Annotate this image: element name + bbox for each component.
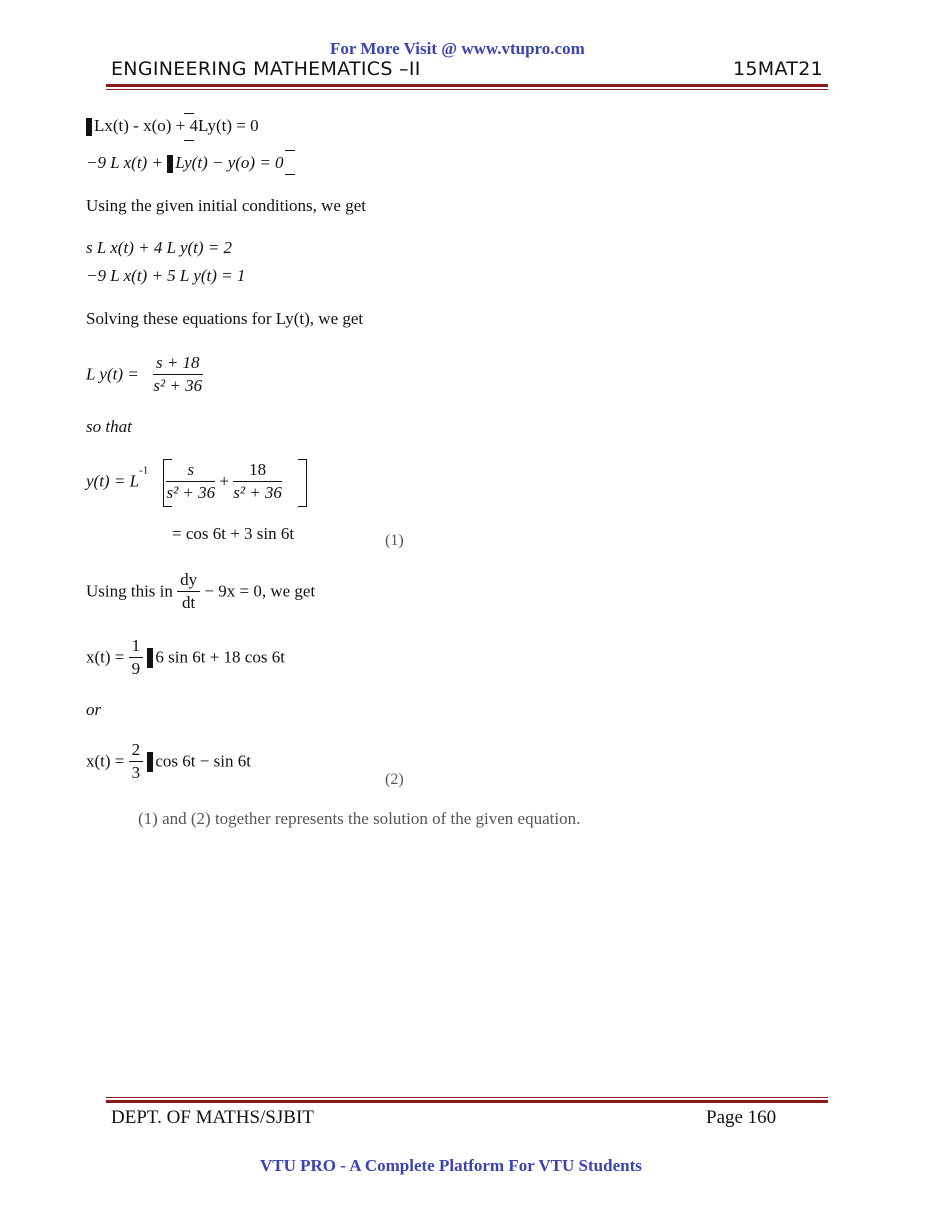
footer-rule <box>106 1100 828 1103</box>
watermark-bottom: VTU PRO - A Complete Platform For VTU Students <box>260 1156 642 1175</box>
dt-denominator: dt <box>182 593 196 612</box>
footer-department: DEPT. OF MATHS/SJBIT <box>111 1107 314 1128</box>
y-fraction-1 <box>166 459 215 504</box>
x2-fraction <box>129 739 144 784</box>
overbar-mark <box>285 174 295 175</box>
equation-number-2: (2) <box>385 771 404 788</box>
text-solving: Solving these equations for Ly(t), we get <box>86 309 364 328</box>
text-initial-conditions: Using the given initial conditions, we get <box>86 196 366 215</box>
using-post-text: − 9x = 0, we get <box>204 581 316 601</box>
equation-line-1 <box>86 116 259 136</box>
ly-equation <box>86 352 203 397</box>
equation-line-4: −9 L x(t) + 5 L y(t) = 1 <box>86 266 246 285</box>
x1-rhs: 6 sin 6t + 18 cos 6t <box>155 647 285 667</box>
conclusion-text: (1) and (2) together represents the solution of the given equation. <box>138 809 581 828</box>
y-frac2-numerator: 18 <box>233 459 282 482</box>
header-rule <box>106 84 828 87</box>
y-frac1-numerator: s <box>166 459 215 482</box>
bracket-glyph <box>167 155 173 173</box>
header-code: 15MAT21 <box>733 58 823 80</box>
ly-fraction <box>153 352 203 397</box>
x1-fraction <box>129 635 144 680</box>
using-line <box>86 569 315 614</box>
eq2-part-a: −9 L x(t) + <box>86 153 163 172</box>
x1-numerator: 1 <box>129 635 144 658</box>
y-frac1-denominator: s² + 36 <box>166 483 216 502</box>
footer-page-number: Page 160 <box>706 1107 777 1128</box>
watermark-top: For More Visit @ www.vtupro.com <box>330 39 585 58</box>
x2-rhs: cos 6t − sin 6t <box>155 751 251 771</box>
y-fraction-2 <box>233 459 282 504</box>
bracket-glyph <box>86 118 92 136</box>
y-frac2-denominator: s² + 36 <box>233 483 282 502</box>
ly-denominator: s² + 36 <box>153 376 203 395</box>
bracket-glyph <box>147 648 153 668</box>
x2-denominator: 3 <box>131 763 141 782</box>
y-equation <box>86 459 282 504</box>
using-pre-text: Using this in <box>86 581 173 601</box>
x1-lhs: x(t) = <box>86 647 125 667</box>
x2-numerator: 2 <box>129 739 144 762</box>
text-or: or <box>86 700 102 719</box>
overbar-mark <box>285 150 295 151</box>
equation-line-2 <box>86 153 284 173</box>
x-equation-2 <box>86 739 251 784</box>
overbar-mark <box>184 113 194 114</box>
plus-sign: + <box>219 471 229 491</box>
eq1-text: Lx(t) - x(o) + 4Ly(t) = 0 <box>94 116 259 135</box>
header-title: ENGINEERING MATHEMATICS –II <box>111 58 421 80</box>
y-result: = cos 6t + 3 sin 6t <box>172 524 295 543</box>
dy-numerator: dy <box>177 569 200 592</box>
x2-lhs: x(t) = <box>86 751 125 771</box>
equation-number-1: (1) <box>385 532 404 549</box>
inverse-superscript: -1 <box>139 464 149 477</box>
y-lhs: y(t) = L <box>86 471 140 491</box>
right-square-bracket <box>298 459 307 507</box>
left-square-bracket <box>163 459 172 507</box>
bracket-glyph <box>147 752 153 772</box>
ly-numerator: s + 18 <box>153 352 203 375</box>
eq2-part-b: Ly(t) − y(o) = 0 <box>175 153 284 172</box>
dy-dt-fraction <box>177 569 200 614</box>
x1-denominator: 9 <box>131 659 141 678</box>
footer-rule-thin <box>106 1097 828 1098</box>
text-so-that: so that <box>86 417 132 436</box>
header-rule-thin <box>106 89 828 90</box>
overbar-mark <box>184 140 194 141</box>
ly-lhs: L y(t) = <box>86 364 139 384</box>
equation-line-3: s L x(t) + 4 L y(t) = 2 <box>86 238 233 257</box>
x-equation-1 <box>86 635 285 680</box>
